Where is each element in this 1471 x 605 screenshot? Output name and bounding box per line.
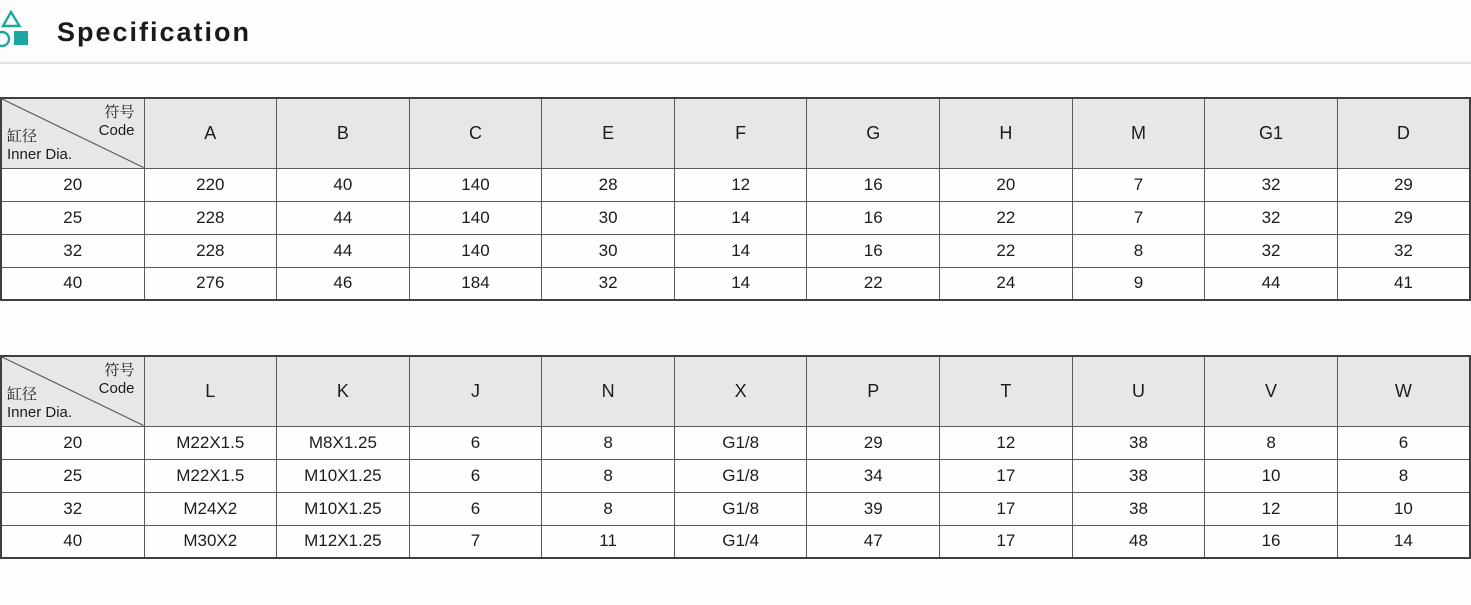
table-cell: 10 (1205, 459, 1338, 492)
table-cell: 12 (1205, 492, 1338, 525)
table-cell: 38 (1072, 459, 1205, 492)
table-cell: 6 (1337, 426, 1470, 459)
table-cell: M24X2 (144, 492, 277, 525)
table-cell: 38 (1072, 426, 1205, 459)
table-cell: 47 (807, 525, 940, 558)
section-header (0, 0, 1471, 62)
table-cell: 22 (807, 267, 940, 300)
table-cell: M10X1.25 (277, 492, 410, 525)
table-cell: M22X1.5 (144, 426, 277, 459)
table-cell: 32 (1337, 234, 1470, 267)
table-cell: 276 (144, 267, 277, 300)
inner-dia-cell: 20 (1, 426, 144, 459)
table-cell: 16 (807, 168, 940, 201)
corner-cell (1, 356, 144, 426)
table-cell: 48 (1072, 525, 1205, 558)
table-cell: 140 (409, 168, 542, 201)
table-cell: 14 (674, 201, 807, 234)
column-header: X (674, 356, 807, 426)
table-cell: 32 (542, 267, 675, 300)
table-cell: 44 (1205, 267, 1338, 300)
column-header: E (542, 98, 675, 168)
table-cell: G1/8 (674, 459, 807, 492)
triangle-shape (3, 12, 20, 26)
triangle-circle-square-shapes-icon (0, 9, 30, 49)
table-cell: 228 (144, 201, 277, 234)
table-cell: M30X2 (144, 525, 277, 558)
table-cell: 14 (1337, 525, 1470, 558)
table-cell: 220 (144, 168, 277, 201)
inner-dia-cell: 40 (1, 525, 144, 558)
corner-dia-en: Inner Dia. (7, 145, 73, 163)
column-header: J (409, 356, 542, 426)
table-cell: 8 (1205, 426, 1338, 459)
table-cell: 16 (807, 234, 940, 267)
table-cell: 10 (1337, 492, 1470, 525)
column-header: F (674, 98, 807, 168)
table-cell: 38 (1072, 492, 1205, 525)
table-cell: 6 (409, 426, 542, 459)
column-header: M (1072, 98, 1205, 168)
table-row (1, 201, 1470, 234)
table-cell: 14 (674, 267, 807, 300)
header-row (1, 98, 1470, 168)
table-cell: 140 (409, 234, 542, 267)
table-cell: 12 (674, 168, 807, 201)
table-cell: 16 (807, 201, 940, 234)
table-cell: 7 (1072, 201, 1205, 234)
table-cell: 14 (674, 234, 807, 267)
table-cell: G1/8 (674, 426, 807, 459)
column-header: W (1337, 356, 1470, 426)
corner-dia-label (7, 128, 72, 164)
column-header: U (1072, 356, 1205, 426)
column-header: D (1337, 98, 1470, 168)
table-cell: 32 (1205, 201, 1338, 234)
table-cell: 29 (1337, 168, 1470, 201)
table-row (1, 168, 1470, 201)
spec-table-dimensions-2 (0, 355, 1471, 559)
table-cell: 22 (940, 234, 1073, 267)
column-header: L (144, 356, 277, 426)
table-cell: 8 (1072, 234, 1205, 267)
table-cell: 17 (940, 459, 1073, 492)
column-header: H (940, 98, 1073, 168)
table-cell: 30 (542, 201, 675, 234)
table-cell: 44 (277, 234, 410, 267)
table-cell: 184 (409, 267, 542, 300)
table-cell: 9 (1072, 267, 1205, 300)
table-cell: 17 (940, 525, 1073, 558)
table-cell: M10X1.25 (277, 459, 410, 492)
table-cell: 7 (409, 525, 542, 558)
table-cell: 140 (409, 201, 542, 234)
title-divider (0, 62, 1471, 64)
table-row (1, 525, 1470, 558)
table-cell: 8 (542, 492, 675, 525)
circle-shape (0, 32, 9, 46)
column-header: B (277, 98, 410, 168)
column-header: A (144, 98, 277, 168)
table-cell: 39 (807, 492, 940, 525)
table-cell: 24 (940, 267, 1073, 300)
inner-dia-cell: 20 (1, 168, 144, 201)
header-row (1, 356, 1470, 426)
spec-table-dimensions-1 (0, 97, 1471, 301)
table-cell: M22X1.5 (144, 459, 277, 492)
table-cell: 228 (144, 234, 277, 267)
table-cell: 11 (542, 525, 675, 558)
corner-dia-cn: 缸径 (7, 127, 38, 145)
table-row (1, 234, 1470, 267)
table-row (1, 492, 1470, 525)
table-cell: 12 (940, 426, 1073, 459)
table-cell: 7 (1072, 168, 1205, 201)
table-cell: 6 (409, 492, 542, 525)
corner-dia-en: Inner Dia. (7, 403, 73, 421)
table-cell: 8 (542, 459, 675, 492)
corner-dia-cn: 缸径 (7, 385, 38, 403)
corner-code-label (99, 362, 135, 398)
column-header: G (807, 98, 940, 168)
table-cell: 8 (542, 426, 675, 459)
table-cell: 6 (409, 459, 542, 492)
table-cell: 28 (542, 168, 675, 201)
table-cell: 8 (1337, 459, 1470, 492)
corner-code-en: Code (98, 380, 135, 397)
table-cell: 29 (807, 426, 940, 459)
table-cell: 44 (277, 201, 410, 234)
column-header: N (542, 356, 675, 426)
column-header: C (409, 98, 542, 168)
inner-dia-cell: 40 (1, 267, 144, 300)
table-cell: 46 (277, 267, 410, 300)
column-header: K (277, 356, 410, 426)
column-header: P (807, 356, 940, 426)
table-cell: 34 (807, 459, 940, 492)
corner-code-label (99, 104, 135, 140)
table-row (1, 426, 1470, 459)
inner-dia-cell: 25 (1, 459, 144, 492)
table-cell: 16 (1205, 525, 1338, 558)
table-row (1, 459, 1470, 492)
table-cell: 32 (1205, 168, 1338, 201)
table-cell: G1/8 (674, 492, 807, 525)
column-header: G1 (1205, 98, 1338, 168)
table-cell: M8X1.25 (277, 426, 410, 459)
corner-cell (1, 98, 144, 168)
column-header: V (1205, 356, 1338, 426)
table-cell: 32 (1205, 234, 1338, 267)
corner-dia-label (7, 386, 72, 422)
table-row (1, 267, 1470, 300)
table-cell: 40 (277, 168, 410, 201)
table-cell: M12X1.25 (277, 525, 410, 558)
corner-code-cn: 符号 (104, 104, 135, 121)
inner-dia-cell: 32 (1, 492, 144, 525)
table-cell: G1/4 (674, 525, 807, 558)
table-cell: 30 (542, 234, 675, 267)
table-cell: 41 (1337, 267, 1470, 300)
table-cell: 29 (1337, 201, 1470, 234)
page-title: Specification (57, 17, 252, 47)
column-header: T (940, 356, 1073, 426)
table-cell: 17 (940, 492, 1073, 525)
corner-code-en: Code (98, 122, 135, 139)
table-cell: 20 (940, 168, 1073, 201)
inner-dia-cell: 32 (1, 234, 144, 267)
table-cell: 22 (940, 201, 1073, 234)
inner-dia-cell: 25 (1, 201, 144, 234)
corner-code-cn: 符号 (104, 362, 135, 379)
square-shape (14, 31, 28, 45)
